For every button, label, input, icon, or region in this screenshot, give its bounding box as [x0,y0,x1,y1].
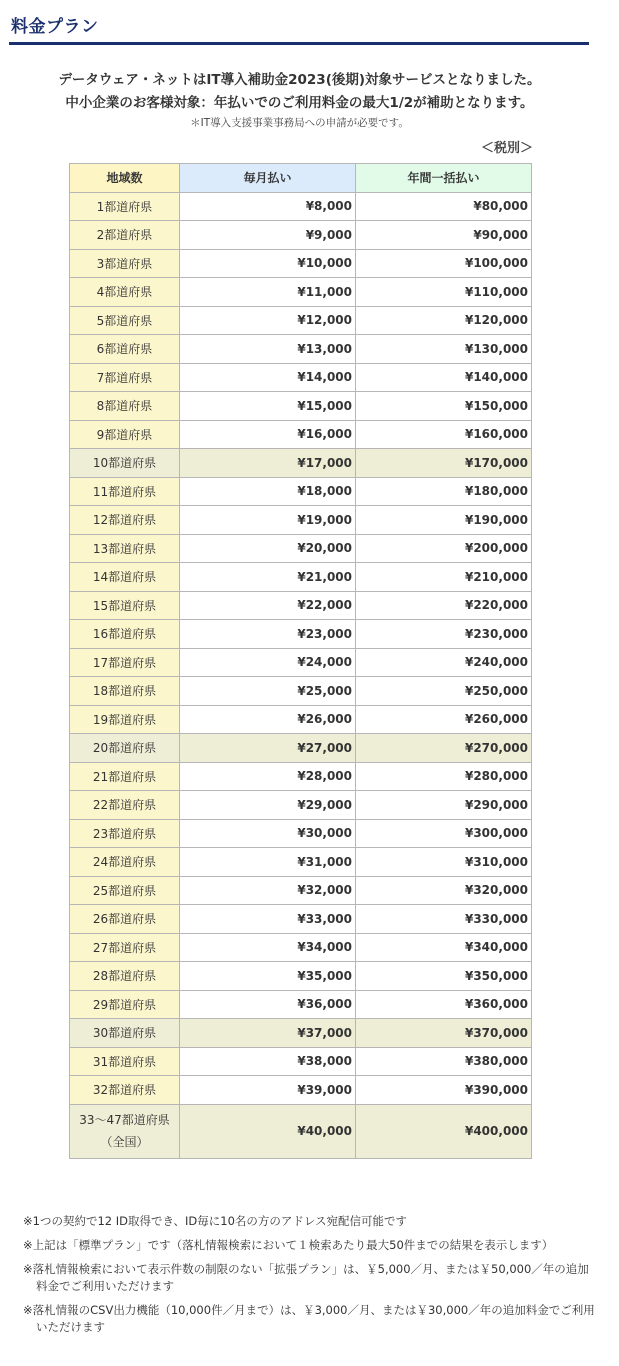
region-cell: 19都道府県 [70,705,180,734]
annual-price-cell: ¥190,000 [356,506,532,535]
table-row [70,534,532,563]
table-row [70,306,532,335]
annual-price-cell: ¥230,000 [356,620,532,649]
table-row [70,278,532,307]
region-cell: 32都道府県 [70,1076,180,1105]
monthly-price-cell: ¥23,000 [180,620,356,649]
region-cell: 5都道府県 [70,306,180,335]
region-cell [70,1104,180,1158]
annual-price-cell: ¥370,000 [356,1019,532,1048]
table-row-nationwide [70,1104,532,1158]
monthly-price-cell: ¥37,000 [180,1019,356,1048]
annual-price-cell: ¥180,000 [356,477,532,506]
table-row [70,477,532,506]
annual-price-cell: ¥280,000 [356,762,532,791]
region-cell: 30都道府県 [70,1019,180,1048]
annual-price-cell: ¥380,000 [356,1047,532,1076]
region-cell: 28都道府県 [70,962,180,991]
monthly-price-cell: ¥11,000 [180,278,356,307]
annual-price-cell: ¥170,000 [356,449,532,478]
region-cell: 17都道府県 [70,648,180,677]
monthly-price-cell: ¥18,000 [180,477,356,506]
region-cell: 2都道府県 [70,221,180,250]
monthly-price-cell: ¥29,000 [180,791,356,820]
monthly-price-cell: ¥17,000 [180,449,356,478]
monthly-price-cell: ¥22,000 [180,591,356,620]
region-cell: 31都道府県 [70,1047,180,1076]
tax-excluded-label: ＜税別＞ [480,141,533,156]
table-row [70,933,532,962]
annual-price-cell: ¥360,000 [356,990,532,1019]
monthly-price-cell: ¥26,000 [180,705,356,734]
monthly-price-cell: ¥12,000 [180,306,356,335]
annual-price-cell: ¥330,000 [356,905,532,934]
table-row [70,620,532,649]
subsidy-note: ＊IT導入支援事業事務局への申請が必要です。 [190,117,409,129]
annual-price-cell: ¥300,000 [356,819,532,848]
monthly-price-cell: ¥14,000 [180,363,356,392]
notes-list [23,1213,598,1343]
annual-price-cell: ¥130,000 [356,335,532,364]
annual-price-cell: ¥100,000 [356,249,532,278]
annual-price-cell: ¥220,000 [356,591,532,620]
region-cell: 10都道府県 [70,449,180,478]
monthly-price-cell: ¥38,000 [180,1047,356,1076]
monthly-price-cell: ¥32,000 [180,876,356,905]
table-row [70,449,532,478]
annual-price-cell: ¥320,000 [356,876,532,905]
page-title: 料金プラン [11,17,99,37]
monthly-price-cell: ¥30,000 [180,819,356,848]
monthly-price-cell: ¥10,000 [180,249,356,278]
note-item: ※落札情報検索において表示件数の制限のない「拡張プラン」は、￥5,000／月、または￥50,000／年の追加料金でご利用いただけます [23,1262,589,1293]
annual-price-cell: ¥110,000 [356,278,532,307]
region-sublabel: （全国） [100,1135,149,1149]
region-cell: 20都道府県 [70,734,180,763]
table-row [70,876,532,905]
price-table [69,163,532,1159]
region-cell: 18都道府県 [70,677,180,706]
region-cell: 23都道府県 [70,819,180,848]
region-cell: 4都道府県 [70,278,180,307]
annual-price-cell: ¥400,000 [356,1104,532,1158]
monthly-price-cell: ¥36,000 [180,990,356,1019]
region-cell: 1都道府県 [70,192,180,221]
region-cell: 16都道府県 [70,620,180,649]
annual-price-cell: ¥160,000 [356,420,532,449]
table-row [70,392,532,421]
annual-price-cell: ¥210,000 [356,563,532,592]
table-row [70,420,532,449]
note-item: ※落札情報のCSV出力機能（10,000件／月まで）は、￥3,000／月、または￥30,000／年の追加料金でご利用いただけます [23,1303,595,1334]
region-cell: 22都道府県 [70,791,180,820]
monthly-price-cell: ¥27,000 [180,734,356,763]
annual-price-cell: ¥150,000 [356,392,532,421]
monthly-price-cell: ¥13,000 [180,335,356,364]
annual-price-cell: ¥390,000 [356,1076,532,1105]
annual-price-cell: ¥350,000 [356,962,532,991]
region-cell: 14都道府県 [70,563,180,592]
table-row [70,990,532,1019]
note-item: ※上記は「標準プラン」です（落札情報検索において１検索あたり最大50件までの結果を表示します） [23,1238,554,1252]
annual-price-cell: ¥270,000 [356,734,532,763]
note-item: ※1つの契約で12 ID取得でき、ID毎に10名の方のアドレス宛配信可能です [23,1214,408,1228]
table-row [70,335,532,364]
monthly-price-cell: ¥31,000 [180,848,356,877]
region-cell: 8都道府県 [70,392,180,421]
table-row [70,221,532,250]
table-row [70,848,532,877]
title-underline [9,42,589,45]
monthly-price-cell: ¥25,000 [180,677,356,706]
table-row [70,591,532,620]
table-row [70,1047,532,1076]
table-row [70,705,532,734]
region-cell: 27都道府県 [70,933,180,962]
monthly-price-cell: ¥28,000 [180,762,356,791]
annual-price-cell: ¥340,000 [356,933,532,962]
annual-price-cell: ¥200,000 [356,534,532,563]
monthly-price-cell: ¥15,000 [180,392,356,421]
table-row [70,192,532,221]
region-label: 33〜47都道府県 [79,1113,170,1127]
header-region: 地域数 [70,164,180,193]
table-row [70,1019,532,1048]
region-cell: 26都道府県 [70,905,180,934]
table-row [70,506,532,535]
annual-price-cell: ¥310,000 [356,848,532,877]
region-cell: 7都道府県 [70,363,180,392]
monthly-price-cell: ¥16,000 [180,420,356,449]
monthly-price-cell: ¥39,000 [180,1076,356,1105]
table-row [70,363,532,392]
monthly-price-cell: ¥21,000 [180,563,356,592]
annual-price-cell: ¥260,000 [356,705,532,734]
table-row [70,905,532,934]
table-row [70,1076,532,1105]
subsidy-announcement: データウェア・ネットはIT導入補助金2023(後期)対象サービスとなりました。 [58,72,541,88]
region-cell: 11都道府県 [70,477,180,506]
table-row [70,648,532,677]
annual-price-cell: ¥250,000 [356,677,532,706]
annual-price-cell: ¥240,000 [356,648,532,677]
annual-price-cell: ¥290,000 [356,791,532,820]
annual-price-cell: ¥90,000 [356,221,532,250]
monthly-price-cell: ¥20,000 [180,534,356,563]
table-row [70,962,532,991]
region-cell: 13都道府県 [70,534,180,563]
monthly-price-cell: ¥40,000 [180,1104,356,1158]
table-row [70,677,532,706]
region-cell: 29都道府県 [70,990,180,1019]
table-row [70,791,532,820]
annual-price-cell: ¥120,000 [356,306,532,335]
region-cell: 12都道府県 [70,506,180,535]
region-cell: 6都道府県 [70,335,180,364]
price-table-header [70,164,532,193]
header-monthly: 毎月払い [180,164,356,193]
table-row [70,734,532,763]
header-annual: 年間一括払い [356,164,532,193]
table-row [70,249,532,278]
region-cell: 9都道府県 [70,420,180,449]
annual-price-cell: ¥140,000 [356,363,532,392]
monthly-price-cell: ¥33,000 [180,905,356,934]
subsidy-eligibility: 中小企業のお客様対象：年払いでのご利用料金の最大1/2が補助となります。 [65,95,534,111]
region-cell: 21都道府県 [70,762,180,791]
region-cell: 15都道府県 [70,591,180,620]
table-row [70,563,532,592]
monthly-price-cell: ¥9,000 [180,221,356,250]
region-cell: 24都道府県 [70,848,180,877]
region-cell: 3都道府県 [70,249,180,278]
monthly-price-cell: ¥35,000 [180,962,356,991]
monthly-price-cell: ¥8,000 [180,192,356,221]
table-row [70,762,532,791]
monthly-price-cell: ¥19,000 [180,506,356,535]
region-cell: 25都道府県 [70,876,180,905]
annual-price-cell: ¥80,000 [356,192,532,221]
monthly-price-cell: ¥34,000 [180,933,356,962]
table-row [70,819,532,848]
monthly-price-cell: ¥24,000 [180,648,356,677]
